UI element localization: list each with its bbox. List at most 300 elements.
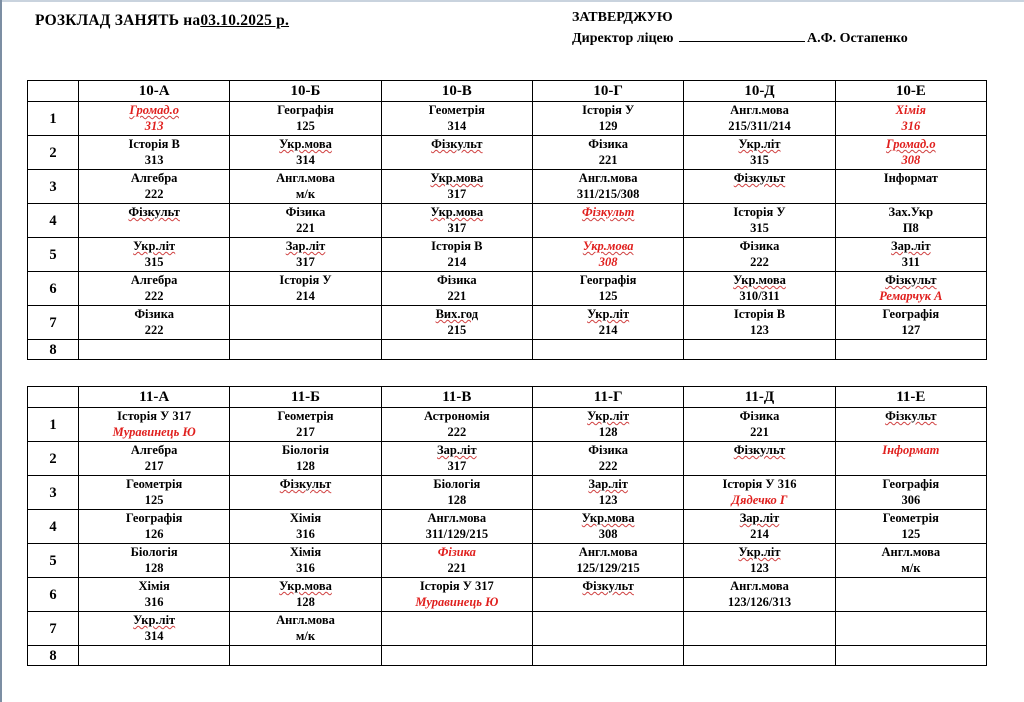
cell-line bbox=[79, 492, 229, 508]
corner-cell bbox=[28, 387, 79, 408]
room-number: 214 bbox=[447, 255, 467, 269]
room-number: 214 bbox=[598, 323, 618, 337]
lesson-cell[interactable] bbox=[532, 170, 683, 204]
room-number: 222 bbox=[144, 323, 164, 337]
subject-name: Фізкульт bbox=[279, 477, 332, 491]
subject-name: Англ.мова bbox=[427, 511, 487, 525]
lesson-cell[interactable] bbox=[532, 612, 683, 646]
class-header: 10-В bbox=[381, 81, 532, 102]
room-number: 314 bbox=[144, 629, 164, 643]
room-number: 317 bbox=[296, 255, 315, 269]
cell-line bbox=[230, 442, 380, 458]
lesson-cell[interactable] bbox=[79, 476, 230, 510]
subject-name: Зар.літ bbox=[285, 239, 326, 253]
subject-name: Фізкульт bbox=[581, 205, 635, 219]
lesson-cell[interactable] bbox=[835, 646, 986, 666]
room-number: 317 bbox=[447, 459, 467, 473]
cell-line bbox=[79, 186, 229, 202]
lesson-cell[interactable] bbox=[532, 340, 683, 360]
lesson-cell[interactable] bbox=[835, 102, 986, 136]
lesson-cell[interactable] bbox=[230, 306, 381, 340]
lesson-cell[interactable] bbox=[532, 306, 683, 340]
class-header: 11-Б bbox=[230, 387, 381, 408]
room-number: 123 bbox=[750, 323, 769, 337]
cell-line bbox=[79, 238, 229, 254]
lesson-cell[interactable] bbox=[532, 204, 683, 238]
room-number: 222 bbox=[144, 289, 164, 303]
cell-line bbox=[533, 492, 683, 508]
lesson-cell[interactable] bbox=[684, 306, 835, 340]
lesson-cell[interactable] bbox=[684, 612, 835, 646]
room-number: 315 bbox=[750, 221, 769, 235]
lesson-cell[interactable] bbox=[835, 612, 986, 646]
subject-name: Історія В bbox=[733, 307, 786, 321]
cell-line bbox=[79, 272, 229, 288]
cell-line bbox=[79, 560, 229, 576]
room-number: П8 bbox=[902, 221, 919, 235]
lesson-cell[interactable] bbox=[381, 306, 532, 340]
room-number: 222 bbox=[447, 425, 467, 439]
lesson-cell[interactable] bbox=[230, 272, 381, 306]
lesson-cell[interactable] bbox=[684, 510, 835, 544]
cell-line bbox=[382, 238, 532, 254]
lesson-cell[interactable] bbox=[230, 340, 381, 360]
cell-line bbox=[382, 170, 532, 186]
cell-line bbox=[836, 492, 986, 508]
subject-name: Англ.мова bbox=[881, 545, 941, 559]
cell-line bbox=[684, 578, 834, 594]
subject-name: Укр.літ bbox=[738, 545, 781, 559]
class-header: 10-Д bbox=[684, 81, 835, 102]
approval-heading: ЗАТВЕРДЖУЮ bbox=[572, 10, 673, 25]
lesson-cell[interactable] bbox=[79, 544, 230, 578]
lesson-cell[interactable] bbox=[684, 238, 835, 272]
class-header: 10-А bbox=[79, 81, 230, 102]
lesson-cell[interactable] bbox=[79, 340, 230, 360]
subject-name: Історія У 316 bbox=[722, 477, 797, 491]
cell-line bbox=[382, 458, 532, 474]
lesson-cell[interactable] bbox=[684, 340, 835, 360]
lesson-cell[interactable] bbox=[230, 544, 381, 578]
lesson-cell[interactable] bbox=[381, 578, 532, 612]
cell-line bbox=[382, 204, 532, 220]
cell-line bbox=[382, 526, 532, 542]
teacher-name: Муравинець Ю bbox=[415, 595, 499, 609]
lesson-cell[interactable] bbox=[79, 136, 230, 170]
cell-line bbox=[684, 306, 834, 322]
subject-name: Фізика bbox=[739, 239, 780, 253]
lesson-cell[interactable] bbox=[532, 272, 683, 306]
cell-line bbox=[684, 408, 834, 424]
subject-name: Геометрія bbox=[277, 409, 334, 423]
lesson-cell[interactable] bbox=[532, 646, 683, 666]
cell-line bbox=[836, 306, 986, 322]
room-number: 221 bbox=[598, 153, 618, 167]
cell-line bbox=[684, 220, 834, 236]
class-header-row bbox=[28, 387, 987, 408]
lesson-cell[interactable] bbox=[381, 102, 532, 136]
subject-name: Історія У 317 bbox=[117, 409, 192, 423]
lesson-row bbox=[28, 510, 987, 544]
room-number: 313 bbox=[144, 153, 164, 167]
cell-line bbox=[79, 458, 229, 474]
room-number: 221 bbox=[296, 221, 315, 235]
lesson-row bbox=[28, 136, 987, 170]
lesson-cell[interactable] bbox=[230, 170, 381, 204]
cell-line bbox=[836, 118, 986, 134]
cell-line bbox=[533, 408, 683, 424]
page-title bbox=[35, 12, 289, 30]
cell-line bbox=[79, 442, 229, 458]
lesson-cell[interactable] bbox=[381, 170, 532, 204]
cell-line bbox=[533, 288, 683, 304]
cell-line bbox=[836, 272, 986, 288]
lesson-number: 2 bbox=[28, 136, 79, 170]
cell-line bbox=[836, 476, 986, 492]
lesson-cell[interactable] bbox=[684, 544, 835, 578]
lesson-cell[interactable] bbox=[230, 102, 381, 136]
lesson-cell[interactable] bbox=[835, 408, 986, 442]
cell-line bbox=[533, 476, 683, 492]
cell-line bbox=[533, 272, 683, 288]
subject-name: Фізкульт bbox=[128, 205, 180, 219]
cell-line bbox=[836, 288, 986, 304]
lesson-number: 1 bbox=[28, 102, 79, 136]
lesson-cell[interactable] bbox=[532, 238, 683, 272]
class-header: 11-Е bbox=[835, 387, 986, 408]
room-number: 126 bbox=[144, 527, 164, 541]
subject-name: Історія У bbox=[279, 273, 332, 287]
lesson-cell[interactable] bbox=[79, 578, 230, 612]
lesson-cell[interactable] bbox=[835, 272, 986, 306]
lesson-cell[interactable] bbox=[835, 204, 986, 238]
subject-name: Історія У bbox=[582, 103, 635, 117]
teacher-name: Дядечко Г bbox=[731, 493, 788, 507]
lesson-cell[interactable] bbox=[684, 476, 835, 510]
cell-line bbox=[836, 204, 986, 220]
lesson-row bbox=[28, 272, 987, 306]
lesson-cell[interactable] bbox=[532, 578, 683, 612]
class-header: 10-Г bbox=[532, 81, 683, 102]
lesson-number: 8 bbox=[28, 646, 79, 666]
cell-line bbox=[684, 102, 834, 118]
cell-line bbox=[79, 612, 229, 628]
cell-line bbox=[382, 220, 532, 236]
cell-line bbox=[79, 424, 229, 440]
lesson-cell[interactable] bbox=[835, 442, 986, 476]
cell-line bbox=[533, 136, 683, 152]
lesson-cell[interactable] bbox=[684, 204, 835, 238]
cell-line bbox=[79, 170, 229, 186]
cell-line bbox=[533, 424, 683, 440]
teacher-name: Ремарчук А bbox=[879, 289, 943, 303]
lesson-cell[interactable] bbox=[684, 408, 835, 442]
lesson-cell[interactable] bbox=[532, 544, 683, 578]
room-number: м/к bbox=[901, 561, 921, 575]
room-number: м/к bbox=[295, 187, 316, 201]
room-number: 215 bbox=[447, 323, 467, 337]
subject-name: Укр.мова bbox=[582, 239, 634, 253]
cell-line bbox=[684, 272, 834, 288]
cell-line bbox=[230, 238, 380, 254]
cell-line bbox=[836, 408, 986, 424]
lesson-cell[interactable] bbox=[79, 102, 230, 136]
lesson-cell[interactable] bbox=[230, 476, 381, 510]
lesson-number: 3 bbox=[28, 170, 79, 204]
lesson-cell[interactable] bbox=[381, 510, 532, 544]
lesson-cell[interactable] bbox=[684, 578, 835, 612]
lesson-cell[interactable] bbox=[381, 442, 532, 476]
lesson-cell[interactable] bbox=[79, 646, 230, 666]
cell-line bbox=[230, 220, 380, 236]
subject-name: Геометрія bbox=[126, 477, 183, 491]
cell-line bbox=[533, 118, 683, 134]
subject-name: Історія В bbox=[431, 239, 483, 253]
lesson-cell[interactable] bbox=[532, 476, 683, 510]
cell-line bbox=[533, 322, 683, 338]
lesson-cell[interactable] bbox=[230, 612, 381, 646]
lesson-cell[interactable] bbox=[79, 408, 230, 442]
lesson-row bbox=[28, 646, 987, 666]
cell-line bbox=[684, 442, 834, 458]
cell-line bbox=[684, 544, 834, 560]
cell-line bbox=[684, 118, 834, 134]
lesson-cell[interactable] bbox=[381, 646, 532, 666]
cell-line bbox=[230, 288, 380, 304]
room-number: 128 bbox=[598, 425, 618, 439]
lesson-cell[interactable] bbox=[532, 136, 683, 170]
subject-name: Укр.мова bbox=[279, 137, 332, 151]
subject-name: Фізкульт bbox=[733, 171, 786, 185]
lesson-cell[interactable] bbox=[230, 442, 381, 476]
lesson-cell[interactable] bbox=[230, 238, 381, 272]
lesson-row bbox=[28, 612, 987, 646]
lesson-cell[interactable] bbox=[684, 170, 835, 204]
lesson-cell[interactable] bbox=[835, 510, 986, 544]
cell-line bbox=[230, 578, 380, 594]
cell-line bbox=[230, 254, 380, 270]
cell-line bbox=[684, 254, 834, 270]
lesson-cell[interactable] bbox=[835, 578, 986, 612]
lesson-cell[interactable] bbox=[381, 476, 532, 510]
lesson-cell[interactable] bbox=[381, 238, 532, 272]
cell-line bbox=[79, 322, 229, 338]
cell-line bbox=[230, 170, 380, 186]
lesson-row bbox=[28, 408, 987, 442]
cell-line bbox=[382, 424, 532, 440]
cell-line bbox=[382, 510, 532, 526]
cell-line bbox=[533, 526, 683, 542]
lesson-cell[interactable] bbox=[230, 510, 381, 544]
lesson-cell[interactable] bbox=[835, 136, 986, 170]
lesson-cell[interactable] bbox=[230, 578, 381, 612]
room-number: 214 bbox=[296, 289, 315, 303]
subject-name: Біологія bbox=[130, 545, 178, 559]
subject-name: Англ.мова bbox=[578, 171, 638, 185]
lesson-cell[interactable] bbox=[684, 272, 835, 306]
subject-name: Історія У bbox=[733, 205, 786, 219]
subject-name: Укр.мова bbox=[430, 205, 484, 219]
lesson-cell[interactable] bbox=[684, 136, 835, 170]
cell-line bbox=[230, 186, 380, 202]
lesson-cell[interactable] bbox=[835, 306, 986, 340]
cell-line bbox=[836, 442, 986, 458]
room-number: 317 bbox=[447, 221, 467, 235]
lesson-cell[interactable] bbox=[79, 306, 230, 340]
cell-line bbox=[79, 578, 229, 594]
cell-line bbox=[382, 254, 532, 270]
subject-name: Геометрія bbox=[428, 103, 485, 117]
subject-name: Географія bbox=[882, 307, 940, 321]
window-left-edge bbox=[0, 0, 2, 702]
subject-name: Географія bbox=[579, 273, 637, 287]
lesson-cell[interactable] bbox=[835, 544, 986, 578]
director-label: Директор ліцею bbox=[572, 31, 674, 46]
lesson-cell[interactable] bbox=[230, 204, 381, 238]
lesson-cell[interactable] bbox=[230, 646, 381, 666]
cell-line bbox=[230, 204, 380, 220]
subject-name: Зар.літ bbox=[891, 239, 931, 253]
subject-name: Хімія bbox=[289, 545, 322, 559]
subject-name: Фізика bbox=[134, 307, 175, 321]
cell-line bbox=[533, 560, 683, 576]
subject-name: Фізика bbox=[436, 273, 477, 287]
subject-name: Фізика bbox=[437, 545, 476, 559]
cell-line bbox=[230, 612, 380, 628]
lesson-cell[interactable] bbox=[79, 272, 230, 306]
cell-line bbox=[836, 322, 986, 338]
subject-name: Алгебра bbox=[130, 273, 178, 287]
cell-line bbox=[684, 238, 834, 254]
lesson-cell[interactable] bbox=[79, 442, 230, 476]
subject-name: Англ.мова bbox=[276, 613, 335, 627]
cell-line bbox=[684, 170, 834, 186]
room-number: 311/215/308 bbox=[576, 187, 640, 201]
lesson-cell[interactable] bbox=[684, 102, 835, 136]
cell-line bbox=[230, 560, 380, 576]
subject-name: Хімія bbox=[289, 511, 322, 525]
cell-line bbox=[684, 492, 834, 508]
cell-line bbox=[836, 102, 986, 118]
lesson-number: 8 bbox=[28, 340, 79, 360]
cell-line bbox=[533, 204, 683, 220]
room-number: 316 bbox=[901, 119, 921, 133]
subject-name: Зар.літ bbox=[588, 477, 628, 491]
lesson-cell[interactable] bbox=[835, 238, 986, 272]
subject-name: Фізика bbox=[588, 137, 628, 151]
cell-line bbox=[382, 272, 532, 288]
room-number: 123 bbox=[750, 561, 769, 575]
lesson-cell[interactable] bbox=[381, 204, 532, 238]
room-number: 128 bbox=[144, 561, 164, 575]
window-top-edge bbox=[0, 0, 1024, 2]
room-number: 316 bbox=[296, 561, 315, 575]
subject-name: Укр.мова bbox=[279, 579, 332, 593]
lesson-cell[interactable] bbox=[532, 510, 683, 544]
cell-line bbox=[79, 306, 229, 322]
cell-line bbox=[230, 408, 380, 424]
room-number: 217 bbox=[144, 459, 164, 473]
lesson-cell[interactable] bbox=[381, 272, 532, 306]
cell-line bbox=[230, 594, 380, 610]
cell-line bbox=[533, 442, 683, 458]
lesson-number: 5 bbox=[28, 544, 79, 578]
cell-line bbox=[684, 288, 834, 304]
lesson-cell[interactable] bbox=[79, 238, 230, 272]
cell-line bbox=[79, 288, 229, 304]
cell-line bbox=[382, 186, 532, 202]
lesson-cell[interactable] bbox=[381, 408, 532, 442]
lesson-cell[interactable] bbox=[381, 136, 532, 170]
room-number: 221 bbox=[750, 425, 769, 439]
cell-line bbox=[79, 136, 229, 152]
lesson-cell[interactable] bbox=[835, 476, 986, 510]
cell-line bbox=[79, 510, 229, 526]
subject-name: Геометрія bbox=[882, 511, 939, 525]
lesson-cell[interactable] bbox=[381, 544, 532, 578]
cell-line bbox=[533, 544, 683, 560]
cell-line bbox=[230, 458, 380, 474]
subject-name: Інформат bbox=[883, 171, 938, 185]
lesson-number: 3 bbox=[28, 476, 79, 510]
lesson-cell[interactable] bbox=[230, 408, 381, 442]
lesson-cell[interactable] bbox=[79, 204, 230, 238]
lesson-cell[interactable] bbox=[79, 510, 230, 544]
lesson-row bbox=[28, 306, 987, 340]
lesson-cell[interactable] bbox=[230, 136, 381, 170]
cell-line bbox=[684, 526, 834, 542]
lesson-cell[interactable] bbox=[835, 340, 986, 360]
lesson-cell[interactable] bbox=[381, 340, 532, 360]
cell-line bbox=[382, 442, 532, 458]
subject-name: Географія bbox=[277, 103, 334, 117]
lesson-cell[interactable] bbox=[684, 646, 835, 666]
lesson-row bbox=[28, 340, 987, 360]
cell-line bbox=[836, 136, 986, 152]
subject-name: Укр.літ bbox=[587, 307, 630, 321]
room-number: 217 bbox=[296, 425, 315, 439]
class-header: 10-Е bbox=[835, 81, 986, 102]
class-header-row bbox=[28, 81, 987, 102]
cell-line bbox=[79, 476, 229, 492]
lesson-cell[interactable] bbox=[79, 170, 230, 204]
cell-line bbox=[836, 170, 986, 186]
subject-name: Зар.літ bbox=[437, 443, 477, 457]
lesson-cell[interactable] bbox=[381, 612, 532, 646]
subject-name: Укр.літ bbox=[133, 613, 176, 627]
subject-name: Укр.літ bbox=[133, 239, 176, 253]
approval-block bbox=[572, 7, 908, 49]
subject-name: Хімія bbox=[138, 579, 170, 593]
room-number: 129 bbox=[598, 119, 618, 133]
cell-line bbox=[836, 152, 986, 168]
cell-line bbox=[79, 254, 229, 270]
lesson-cell[interactable] bbox=[532, 442, 683, 476]
lesson-number: 4 bbox=[28, 204, 79, 238]
cell-line bbox=[836, 544, 986, 560]
room-number: 214 bbox=[750, 527, 769, 541]
lesson-cell[interactable] bbox=[532, 408, 683, 442]
lesson-cell[interactable] bbox=[532, 102, 683, 136]
room-number: 221 bbox=[447, 289, 467, 303]
room-number: 313 bbox=[144, 119, 164, 133]
cell-line bbox=[230, 544, 380, 560]
lesson-cell[interactable] bbox=[79, 612, 230, 646]
lesson-cell[interactable] bbox=[684, 442, 835, 476]
lesson-cell[interactable] bbox=[835, 170, 986, 204]
cell-line bbox=[230, 476, 380, 492]
cell-line bbox=[382, 136, 532, 152]
